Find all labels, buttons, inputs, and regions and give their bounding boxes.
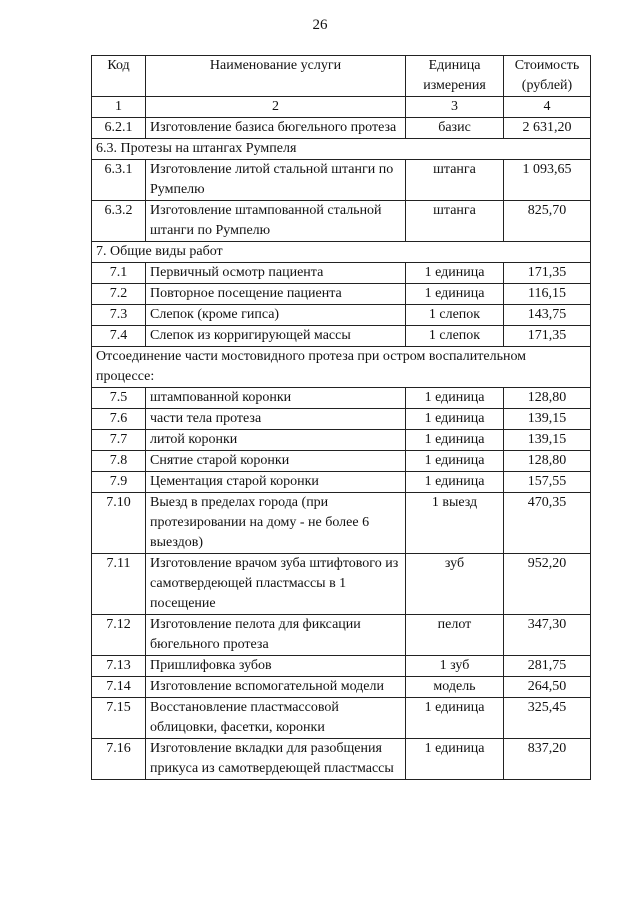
service-code: 7.9 xyxy=(92,472,146,493)
table-row xyxy=(92,615,591,656)
service-cost: 347,30 xyxy=(504,615,591,656)
service-code: 7.7 xyxy=(92,430,146,451)
service-unit: 1 единица xyxy=(406,409,504,430)
service-name: Изготовление врачом зуба штифтового из самотвердеющей пластмассы в 1 посещение xyxy=(146,554,406,615)
column-number: 4 xyxy=(504,97,591,118)
service-code: 7.3 xyxy=(92,305,146,326)
section-row xyxy=(92,242,591,263)
table-row xyxy=(92,305,591,326)
service-unit: 1 единица xyxy=(406,739,504,780)
service-unit: 1 слепок xyxy=(406,326,504,347)
service-name: Изготовление литой стальной штанги по Румпелю xyxy=(146,160,406,201)
table-row xyxy=(92,554,591,615)
service-code: 7.4 xyxy=(92,326,146,347)
service-code: 7.14 xyxy=(92,677,146,698)
table-row xyxy=(92,263,591,284)
column-number: 2 xyxy=(146,97,406,118)
service-code: 6.3.1 xyxy=(92,160,146,201)
service-unit: 1 единица xyxy=(406,451,504,472)
table-row xyxy=(92,118,591,139)
header-unit: Единица измерения xyxy=(406,56,504,97)
table-body xyxy=(92,118,591,780)
service-code: 7.11 xyxy=(92,554,146,615)
section-title: 6.3. Протезы на штангах Румпеля xyxy=(92,139,591,160)
price-table xyxy=(91,55,591,780)
service-code: 6.2.1 xyxy=(92,118,146,139)
column-number-row xyxy=(92,97,591,118)
service-cost: 139,15 xyxy=(504,430,591,451)
service-name: Выезд в пределах города (при протезировании на дому - не более 6 выездов) xyxy=(146,493,406,554)
service-name: Повторное посещение пациента xyxy=(146,284,406,305)
service-unit: 1 слепок xyxy=(406,305,504,326)
table-row xyxy=(92,388,591,409)
service-cost: 264,50 xyxy=(504,677,591,698)
header-row xyxy=(92,56,591,97)
service-name: штампованной коронки xyxy=(146,388,406,409)
table-row xyxy=(92,284,591,305)
table-row xyxy=(92,201,591,242)
service-cost: 2 631,20 xyxy=(504,118,591,139)
service-cost: 325,45 xyxy=(504,698,591,739)
service-name: Цементация старой коронки xyxy=(146,472,406,493)
service-cost: 171,35 xyxy=(504,326,591,347)
service-name: Изготовление базиса бюгельного протеза xyxy=(146,118,406,139)
service-name: Изготовление штампованной стальной штанги по Румпелю xyxy=(146,201,406,242)
table-row xyxy=(92,739,591,780)
service-name: Снятие старой коронки xyxy=(146,451,406,472)
service-unit: базис xyxy=(406,118,504,139)
service-unit: 1 единица xyxy=(406,388,504,409)
service-cost: 139,15 xyxy=(504,409,591,430)
service-name: Восстановление пластмассовой облицовки, фасетки, коронки xyxy=(146,698,406,739)
header-code: Код xyxy=(92,56,146,97)
section-row xyxy=(92,139,591,160)
service-unit: зуб xyxy=(406,554,504,615)
service-name: Пришлифовка зубов xyxy=(146,656,406,677)
table-row xyxy=(92,656,591,677)
service-cost: 1 093,65 xyxy=(504,160,591,201)
service-code: 7.8 xyxy=(92,451,146,472)
service-cost: 281,75 xyxy=(504,656,591,677)
column-number: 3 xyxy=(406,97,504,118)
service-cost: 157,55 xyxy=(504,472,591,493)
column-number: 1 xyxy=(92,97,146,118)
service-name: Слепок из корригирующей массы xyxy=(146,326,406,347)
service-code: 7.16 xyxy=(92,739,146,780)
service-code: 7.2 xyxy=(92,284,146,305)
service-unit: 1 единица xyxy=(406,472,504,493)
service-unit: 1 единица xyxy=(406,430,504,451)
service-unit: штанга xyxy=(406,160,504,201)
service-unit: 1 выезд xyxy=(406,493,504,554)
service-unit: 1 единица xyxy=(406,263,504,284)
service-code: 7.6 xyxy=(92,409,146,430)
service-cost: 128,80 xyxy=(504,451,591,472)
table-row xyxy=(92,430,591,451)
table-row xyxy=(92,677,591,698)
service-cost: 825,70 xyxy=(504,201,591,242)
service-cost: 171,35 xyxy=(504,263,591,284)
service-unit: 1 единица xyxy=(406,284,504,305)
service-code: 7.10 xyxy=(92,493,146,554)
table-row xyxy=(92,472,591,493)
table-row xyxy=(92,698,591,739)
table-row xyxy=(92,160,591,201)
service-code: 7.5 xyxy=(92,388,146,409)
section-title: 7. Общие виды работ xyxy=(92,242,591,263)
service-cost: 116,15 xyxy=(504,284,591,305)
section-row xyxy=(92,347,591,388)
service-code: 7.15 xyxy=(92,698,146,739)
service-cost: 128,80 xyxy=(504,388,591,409)
service-name: части тела протеза xyxy=(146,409,406,430)
service-unit: модель xyxy=(406,677,504,698)
service-cost: 470,35 xyxy=(504,493,591,554)
table-row xyxy=(92,493,591,554)
header-cost: Стоимость (рублей) xyxy=(504,56,591,97)
service-code: 7.1 xyxy=(92,263,146,284)
table-row xyxy=(92,326,591,347)
service-cost: 837,20 xyxy=(504,739,591,780)
header-name: Наименование услуги xyxy=(146,56,406,97)
service-unit: 1 единица xyxy=(406,698,504,739)
service-name: Изготовление вкладки для разобщения прикуса из самотвердеющей пластмассы xyxy=(146,739,406,780)
service-unit: пелот xyxy=(406,615,504,656)
service-cost: 143,75 xyxy=(504,305,591,326)
service-name: Слепок (кроме гипса) xyxy=(146,305,406,326)
service-name: Первичный осмотр пациента xyxy=(146,263,406,284)
page-number: 26 xyxy=(312,17,328,33)
service-code: 6.3.2 xyxy=(92,201,146,242)
service-unit: штанга xyxy=(406,201,504,242)
service-name: литой коронки xyxy=(146,430,406,451)
section-title: Отсоединение части мостовидного протеза при остром воспалительном процессе: xyxy=(92,347,591,388)
service-unit: 1 зуб xyxy=(406,656,504,677)
service-code: 7.13 xyxy=(92,656,146,677)
service-name: Изготовление пелота для фиксации бюгельного протеза xyxy=(146,615,406,656)
service-code: 7.12 xyxy=(92,615,146,656)
service-name: Изготовление вспомогательной модели xyxy=(146,677,406,698)
service-cost: 952,20 xyxy=(504,554,591,615)
table-row xyxy=(92,409,591,430)
table-row xyxy=(92,451,591,472)
